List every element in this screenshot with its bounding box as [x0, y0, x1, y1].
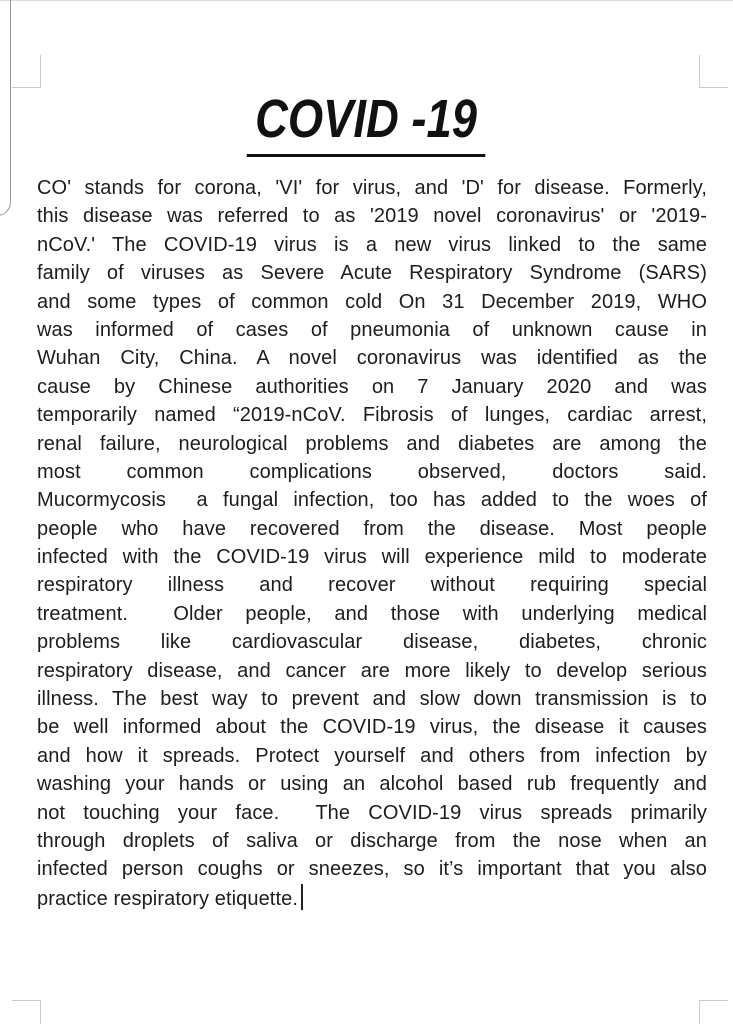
- text-line[interactable]: through droplets of saliva or discharge from the nose when an: [37, 829, 707, 852]
- text-line[interactable]: problems like cardiovascular disease, diabetes, chronic: [37, 631, 707, 654]
- text-line[interactable]: illness. The best way to prevent and slow down transmission is to: [37, 688, 707, 711]
- document-title[interactable]: COVID -19: [247, 92, 486, 157]
- text-line[interactable]: treatment. Older people, and those with underlying medical: [37, 602, 707, 625]
- margin-mark-bottom-left: [12, 1000, 41, 1024]
- text-line[interactable]: Mucormycosis a fungal infection, too has added to the woes of: [37, 489, 707, 512]
- margin-mark-top-left: [12, 55, 41, 88]
- text-line[interactable]: be well informed about the COVID-19 virus, the disease it causes: [37, 716, 707, 739]
- text-line[interactable]: and some types of common cold On 31 December 2019, WHO: [37, 290, 707, 313]
- text-line[interactable]: cause by Chinese authorities on 7 January 2020 and was: [37, 375, 707, 398]
- text-line[interactable]: renal failure, neurological problems and diabetes are among the: [37, 432, 707, 455]
- text-line[interactable]: most common complications observed, doctors said.: [37, 460, 707, 483]
- text-line[interactable]: nCoV.' The COVID-19 virus is a new virus linked to the same: [37, 233, 707, 256]
- text-line[interactable]: washing your hands or using an alcohol based rub frequently and: [37, 773, 707, 796]
- text-line[interactable]: people who have recovered from the disease. Most people: [37, 517, 707, 540]
- text-line[interactable]: Wuhan City, China. A novel coronavirus was identified as the: [37, 347, 707, 370]
- text-line[interactable]: not touching your face. The COVID-19 virus spreads primarily: [37, 801, 707, 824]
- document-title-row: [0, 89, 733, 157]
- page-top-divider: [0, 0, 733, 1]
- document-body-text[interactable]: [37, 174, 707, 912]
- text-line[interactable]: infected person coughs or sneezes, so it’s important that you also: [37, 858, 707, 881]
- text-line[interactable]: CO' stands for corona, 'VI' for virus, and 'D' for disease. Formerly,: [37, 177, 707, 199]
- text-line[interactable]: practice respiratory etiquette.: [37, 884, 707, 912]
- text-line[interactable]: and how it spreads. Protect yourself and others from infection by: [37, 744, 707, 767]
- text-cursor: [301, 884, 303, 910]
- text-line[interactable]: respiratory disease, and cancer are more likely to develop serious: [37, 659, 707, 682]
- text-line[interactable]: was informed of cases of pneumonia of unknown cause in: [37, 318, 707, 341]
- text-line[interactable]: respiratory illness and recover without requiring special: [37, 574, 707, 597]
- text-line[interactable]: temporarily named “2019-nCoV. Fibrosis of lunges, cardiac arrest,: [37, 404, 707, 427]
- text-line[interactable]: infected with the COVID-19 virus will experience mild to moderate: [37, 546, 707, 569]
- text-line[interactable]: this disease was referred to as '2019 novel coronavirus' or '2019-: [37, 205, 707, 228]
- margin-mark-bottom-right: [699, 1000, 728, 1024]
- text-line[interactable]: family of viruses as Severe Acute Respiratory Syndrome (SARS): [37, 262, 707, 285]
- margin-mark-top-right: [699, 55, 728, 88]
